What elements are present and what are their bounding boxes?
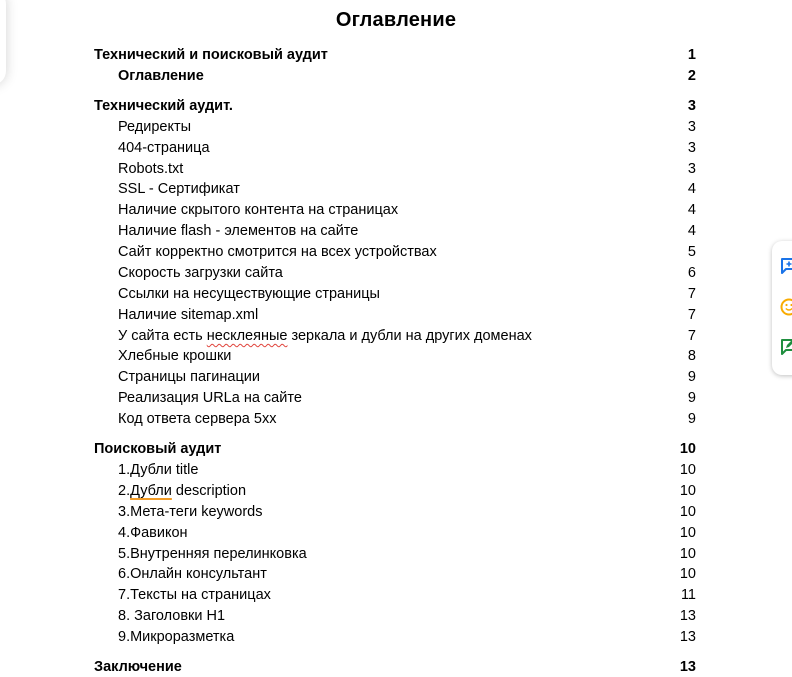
suggest-edit-icon[interactable] bbox=[780, 338, 792, 356]
toc-entry-label: Оглавление bbox=[118, 68, 204, 84]
page-title: Оглавление bbox=[335, 9, 457, 31]
spellcheck-underline[interactable]: несклеяные bbox=[206, 328, 288, 344]
spellcheck-underline[interactable]: Дубли bbox=[130, 483, 172, 499]
toc-entry-label: Хлебные крошки bbox=[118, 348, 232, 364]
toc-entry[interactable] bbox=[94, 263, 696, 283]
toc-entry-page-number: 10 bbox=[679, 441, 696, 457]
toc-entry[interactable] bbox=[94, 45, 696, 65]
toc-entry-label: 8. Заголовки H1 bbox=[118, 608, 226, 624]
toc-entry-label: Заключение bbox=[94, 659, 182, 675]
toc-entry-page-number: 9 bbox=[687, 411, 696, 427]
toc-entry-page-number: 10 bbox=[679, 566, 696, 582]
toc-entry[interactable] bbox=[94, 346, 696, 366]
toc-entry-page-number: 10 bbox=[679, 504, 696, 520]
toc-entry[interactable] bbox=[94, 502, 696, 522]
toc-entry-page-number: 10 bbox=[679, 462, 696, 478]
toc-entry-label: Технический аудит. bbox=[94, 98, 233, 114]
toc-entry[interactable] bbox=[94, 117, 696, 137]
toc-entry[interactable] bbox=[94, 460, 696, 480]
toc-entry-label: 404-страница bbox=[118, 140, 210, 156]
toc-entry-page-number: 13 bbox=[679, 608, 696, 624]
toc-entry-page-number: 10 bbox=[679, 525, 696, 541]
toc-entry-label: 2.Дубли description bbox=[118, 483, 247, 499]
toc-entry-label: Страницы пагинации bbox=[118, 369, 260, 385]
toc-entry[interactable] bbox=[94, 409, 696, 429]
toc-entry[interactable] bbox=[94, 326, 696, 346]
toc-entry-label: Скорость загрузки сайта bbox=[118, 265, 283, 281]
toc-entry-page-number: 7 bbox=[687, 286, 696, 302]
toc-entry[interactable] bbox=[94, 242, 696, 262]
toc-entry-label: 3.Мета-теги keywords bbox=[118, 504, 263, 520]
toc-entry-label: 9.Микроразметка bbox=[118, 629, 235, 645]
toc-entry-page-number: 4 bbox=[687, 181, 696, 197]
toc-entry-page-number: 10 bbox=[679, 483, 696, 499]
toc-entry-page-number: 11 bbox=[680, 587, 696, 603]
toc-entry[interactable] bbox=[94, 523, 696, 543]
toc-entry-label: SSL - Сертификат bbox=[118, 181, 240, 197]
toc-entry-page-number: 3 bbox=[687, 119, 696, 135]
toc-entry-page-number: 1 bbox=[687, 47, 696, 63]
toc-entry[interactable] bbox=[94, 200, 696, 220]
toc-entry-page-number: 9 bbox=[687, 369, 696, 385]
toc-entry-label: 7.Тексты на страницах bbox=[118, 587, 271, 603]
toc-entry-page-number: 6 bbox=[687, 265, 696, 281]
toc-entry-label: Наличие flash - элементов на сайте bbox=[118, 223, 359, 239]
toc-entry[interactable] bbox=[94, 627, 696, 647]
toc-entry-page-number: 13 bbox=[679, 629, 696, 645]
toc-entry-page-number: 13 bbox=[679, 659, 696, 675]
toc-entry-label: 5.Внутренняя перелинковка bbox=[118, 546, 307, 562]
toc-entry[interactable] bbox=[94, 585, 696, 605]
toc-entry[interactable] bbox=[94, 66, 696, 86]
toc-entry-page-number: 3 bbox=[687, 140, 696, 156]
toc-entry-label: Наличие sitemap.xml bbox=[118, 307, 259, 323]
toc-entry-page-number: 5 bbox=[687, 244, 696, 260]
toc-entry-label: У сайта есть несклеяные зеркала и дубли на других доменах bbox=[118, 328, 532, 344]
toc-entry-label: Технический и поисковый аудит bbox=[94, 47, 328, 63]
toc-entry[interactable] bbox=[94, 159, 696, 179]
toc-entry-label: 6.Онлайн консультант bbox=[118, 566, 267, 582]
toc-entry-page-number: 4 bbox=[687, 202, 696, 218]
toc-entry-page-number: 2 bbox=[687, 68, 696, 84]
add-comment-icon[interactable] bbox=[780, 257, 792, 275]
toc-entry[interactable] bbox=[94, 138, 696, 158]
toc-entry-label: Реализация URLa на сайте bbox=[118, 390, 302, 406]
toc-entry-label: 4.Фавикон bbox=[118, 525, 188, 541]
toc-entry[interactable] bbox=[94, 96, 696, 116]
toc-entry-page-number: 8 bbox=[687, 348, 696, 364]
toc-entry-label: Поисковый аудит bbox=[94, 441, 222, 457]
toc-entry[interactable] bbox=[94, 564, 696, 584]
toc-entry[interactable] bbox=[94, 179, 696, 199]
toc-entry-page-number: 7 bbox=[687, 328, 696, 344]
toc-entry[interactable] bbox=[94, 439, 696, 459]
toc-entry-page-number: 9 bbox=[687, 390, 696, 406]
toc-entry[interactable] bbox=[94, 388, 696, 408]
toc-entry-page-number: 4 bbox=[687, 223, 696, 239]
toc-entry-label: Robots.txt bbox=[118, 161, 184, 177]
toc-entry[interactable] bbox=[94, 284, 696, 304]
toc-entry[interactable] bbox=[94, 305, 696, 325]
toc-entry-label: 1.Дубли title bbox=[118, 462, 199, 478]
toc-entry[interactable] bbox=[94, 481, 696, 501]
toc-entry-label: Редиректы bbox=[118, 119, 192, 135]
emoji-icon[interactable] bbox=[780, 298, 792, 316]
toc-entry-label: Сайт корректно смотрится на всех устройствах bbox=[118, 244, 437, 260]
toc-entry-page-number: 3 bbox=[687, 161, 696, 177]
floating-comment-toolbar bbox=[772, 241, 792, 375]
toc-entry[interactable] bbox=[94, 606, 696, 626]
toc-entry[interactable] bbox=[94, 367, 696, 387]
toc-entry-page-number: 3 bbox=[687, 98, 696, 114]
toc-entry-page-number: 7 bbox=[687, 307, 696, 323]
toc-entry[interactable] bbox=[94, 544, 696, 564]
toc-entry-page-number: 10 bbox=[679, 546, 696, 562]
toc-entry-label: Код ответа сервера 5xx bbox=[118, 411, 277, 427]
toc-entry[interactable] bbox=[94, 221, 696, 241]
toc-entry-label: Наличие скрытого контента на страницах bbox=[118, 202, 399, 218]
toc-entry-label: Ссылки на несуществующие страницы bbox=[118, 286, 380, 302]
toc-entry[interactable] bbox=[94, 657, 696, 677]
